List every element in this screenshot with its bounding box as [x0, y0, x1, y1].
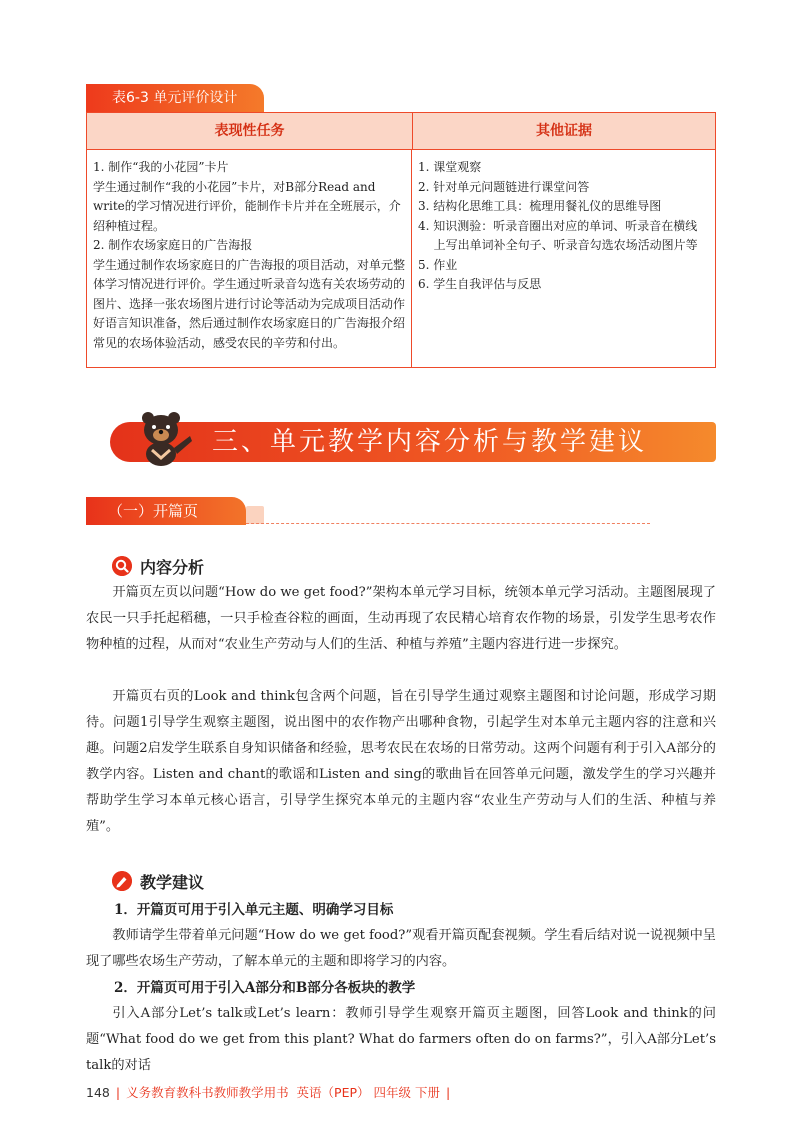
- magnifier-icon: [112, 556, 132, 576]
- evidence-item: 5. 作业: [418, 257, 458, 272]
- analysis-paragraph-2: 开篇页右页的Look and think包含两个问题，旨在引导学生通过观察主题图和讨论问题，形成学习期待。问题1引导学生观察主题图，说出图中的农作物产出哪种食物，引起学生对本单元主题内容的注意和兴趣。问题2启发学生联系自身知识储备和经验，思考农民在农场的日常劳动。这两个问题有利于引入A部分的教学内容。Listen and chant的歌谣和Listen and sing的歌曲旨在回答单元问题，激发学生的学习兴趣并帮助学生学习本单元核心语言，引导学生探究本单元的主题内容“农业生产劳动与人们的生活、种植与养殖”。: [86, 689, 716, 834]
- book-subject: 英语（PEP） 四年级 下册: [296, 1085, 440, 1100]
- table-header-row: [87, 113, 715, 150]
- bear-mascot-icon: [130, 408, 194, 466]
- suggestion-title-1: 1．开篇页可用于引入单元主题、明确学习目标: [114, 902, 394, 918]
- table-header-performance: 表现性任务: [87, 113, 413, 149]
- book-series: 义务教育教科书教师教学用书: [126, 1085, 289, 1100]
- analysis-paragraph-1: 开篇页左页以问题“How do we get food?”架构本单元学习目标，统领本单元学习活动。主题图展现了农民一只手托起稻穗，一只手检查谷粒的画面，生动再现了农民精心培育农作物的场景，引发学生思考农作物种植的过程，从而对“农业生产劳动与人们的生活、种植与养殖”主题内容进行进一步探究。: [86, 585, 716, 652]
- task-2-desc: 学生通过制作农场家庭日的广告海报的项目活动，对单元整体学习情况进行评价。学生通过听录音勾选有关农场劳动的图片、选择一张农场图片进行讨论等活动为完成项目活动作好语言知识准备，然后通过制作农场家庭日的广告海报介绍常见的农场体验活动，感受农民的辛劳和付出。: [93, 257, 406, 350]
- evidence-item: 3. 结构化思维工具：梳理用餐礼仪的思维导图: [418, 199, 662, 213]
- analysis-heading: 内容分析: [140, 558, 205, 577]
- evidence-item: 1. 课堂观察: [418, 160, 482, 174]
- suggestion-title-2: 2．开篇页可用于引入A部分和B部分各板块的教学: [114, 980, 416, 996]
- performance-task-cell: [87, 150, 412, 367]
- other-evidence-cell: [412, 150, 715, 367]
- subsection-tab: （一）开篇页: [86, 497, 246, 525]
- table-header-evidence: 其他证据: [536, 123, 592, 139]
- suggestion-paragraph-1: 教师请学生带着单元问题“How do we get food?”观看开篇页配套视频。学生看后结对说一说视频中呈现了哪些农场生产劳动，了解本单元的主题和即将学习的内容。: [86, 928, 716, 969]
- suggestion-heading: 教学建议: [140, 873, 205, 892]
- page-number: 148: [86, 1085, 110, 1100]
- table-caption: 表6-3 单元评价设计: [86, 84, 264, 112]
- suggestion-paragraph-2: 引入A部分Let’s talk或Let’s learn：教师引导学生观察开篇页主题图，回答Look and think的问题“What food do we get from this plant? What do farmers often do on farms?”，引入A部分Let’s talk的对话: [86, 1006, 716, 1073]
- subsection-divider: [246, 523, 650, 524]
- evidence-item: 2. 针对单元问题链进行课堂问答: [418, 179, 590, 194]
- subsection-tab-shadow: [246, 506, 264, 524]
- section-title: 三、单元教学内容分析与教学建议: [212, 427, 648, 457]
- page-footer: 148 | 义务教育教科书教师教学用书 英语（PEP） 四年级 下册 |: [86, 1085, 451, 1100]
- evidence-item: 4. 知识测验：听录音圈出对应的单词、听录音在横线上写出单词补全句子、听录音勾选农场活动图片等: [418, 218, 698, 252]
- task-1-title: 1. 制作“我的小花园”卡片: [93, 160, 229, 174]
- evaluation-table: [86, 112, 716, 368]
- table-body-row: [87, 150, 715, 367]
- task-2-title: 2. 制作农场家庭日的广告海报: [93, 238, 253, 252]
- evidence-item: 6. 学生自我评估与反思: [418, 277, 542, 291]
- task-1-desc: 学生通过制作“我的小花园”卡片，对B部分Read and write的学习情况进行评价，能制作卡片并在全班展示，介绍种植过程。: [93, 179, 401, 233]
- pen-icon: [112, 871, 132, 891]
